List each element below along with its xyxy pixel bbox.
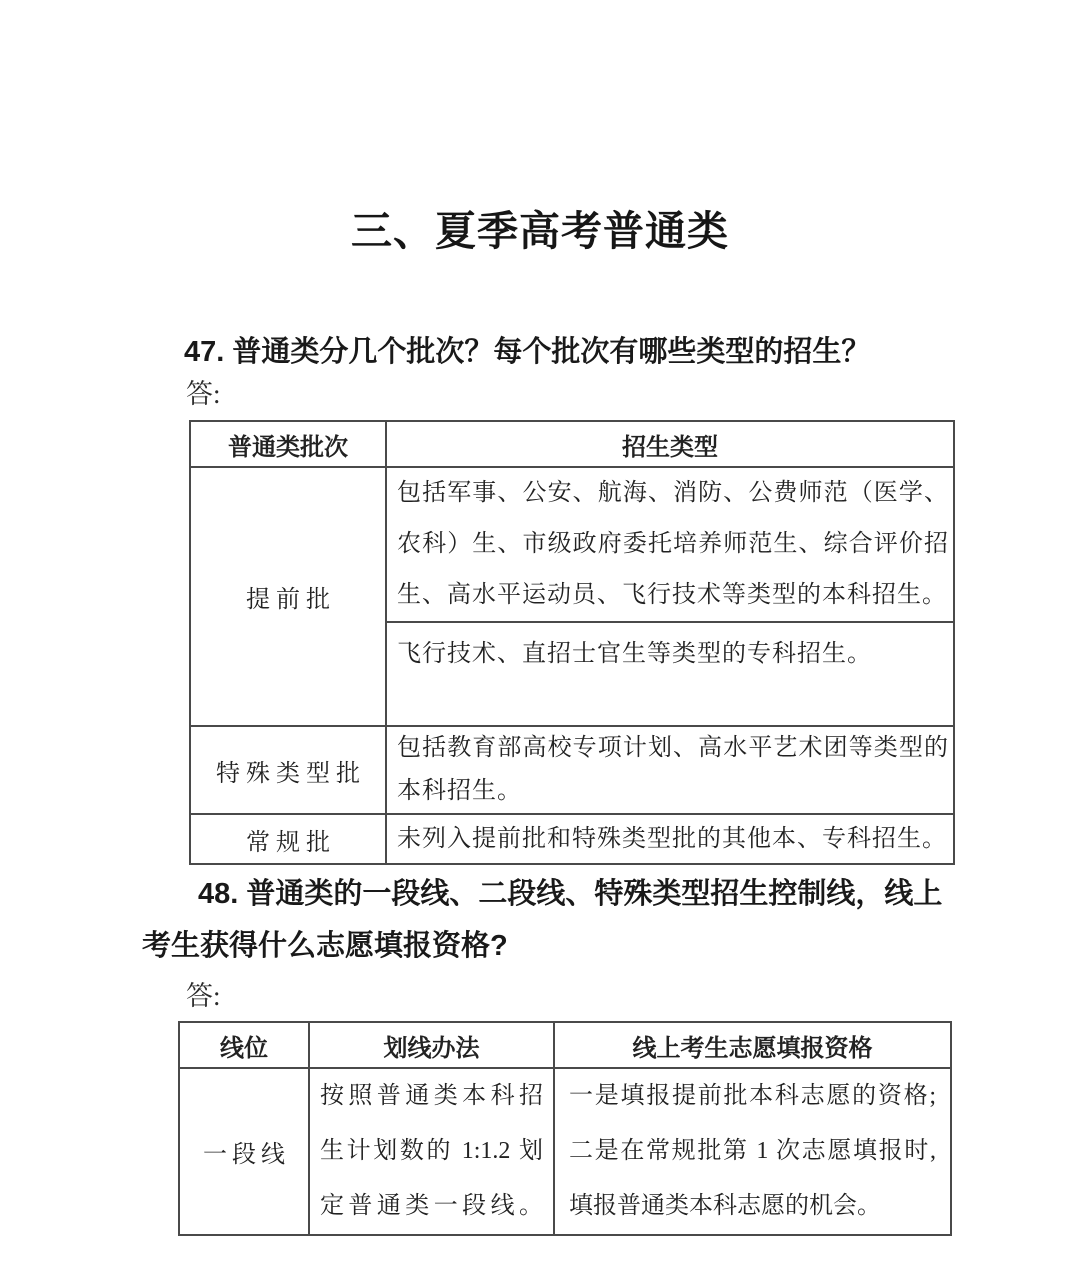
q47-table-header-row <box>190 421 954 467</box>
question-47-text: 47. 普通类分几个批次？每个批次有哪些类型的招生？ <box>184 336 871 368</box>
q47-batch-table <box>189 420 955 865</box>
qualification-line: 一是填报提前批本科志愿的资格; <box>569 1083 936 1109</box>
answer-label-48: 答: <box>186 981 221 1011</box>
q47-header-batch: 普通类批次 <box>190 421 386 467</box>
question-48-text: 48. 普通类的一段线、二段线、特殊类型招生控制线，线上考生获得什么志愿填报资格? <box>142 878 943 962</box>
q48-cell-line-yiduanxian: 一段线 <box>179 1068 309 1235</box>
q48-cell-qualification <box>554 1068 951 1235</box>
q47-cell-types-tiqianpi-benke: 包括军事、公安、航海、消防、公费师范（医学、农科）生、市级政府委托培养师范生、综合评价招生、高水平运动员、飞行技术等类型的本科招生。 <box>386 467 954 622</box>
table-row <box>190 467 954 622</box>
section-title: 三、夏季高考普通类 <box>351 208 729 254</box>
table-row <box>190 814 954 864</box>
q48-cell-method <box>309 1068 554 1235</box>
qualification-line: 二是在常规批第 1 次志愿填报时, <box>569 1138 936 1164</box>
q47-cell-batch-tiqianpi: 提前批 <box>190 467 386 726</box>
method-line: 按照普通类本科招 <box>320 1083 543 1109</box>
q47-cell-types-tiqianpi-zhuanke: 飞行技术、直招士官生等类型的专科招生。 <box>386 622 954 726</box>
q48-table-header-row <box>179 1022 951 1068</box>
answer-label-47: 答: <box>186 379 221 409</box>
method-line: 生计划数的 1:1.2 划 <box>320 1138 543 1164</box>
table-row <box>190 726 954 814</box>
q47-header-type: 招生类型 <box>386 421 954 467</box>
q48-header-qualification: 线上考生志愿填报资格 <box>554 1022 951 1068</box>
q48-line-table <box>178 1021 952 1236</box>
q48-header-method: 划线办法 <box>309 1022 554 1068</box>
q47-cell-batch-changguipi: 常规批 <box>190 814 386 864</box>
q47-cell-batch-teshuleixingpi: 特殊类型批 <box>190 726 386 814</box>
q48-header-line: 线位 <box>179 1022 309 1068</box>
method-line: 定普通类一段线。 <box>320 1193 543 1219</box>
table-row <box>179 1068 951 1235</box>
q47-cell-types-changguipi: 未列入提前批和特殊类型批的其他本、专科招生。 <box>386 814 954 864</box>
q47-cell-types-teshuleixingpi: 包括教育部高校专项计划、高水平艺术团等类型的本科招生。 <box>386 726 954 814</box>
qualification-line: 填报普通类本科志愿的机会。 <box>569 1193 881 1219</box>
